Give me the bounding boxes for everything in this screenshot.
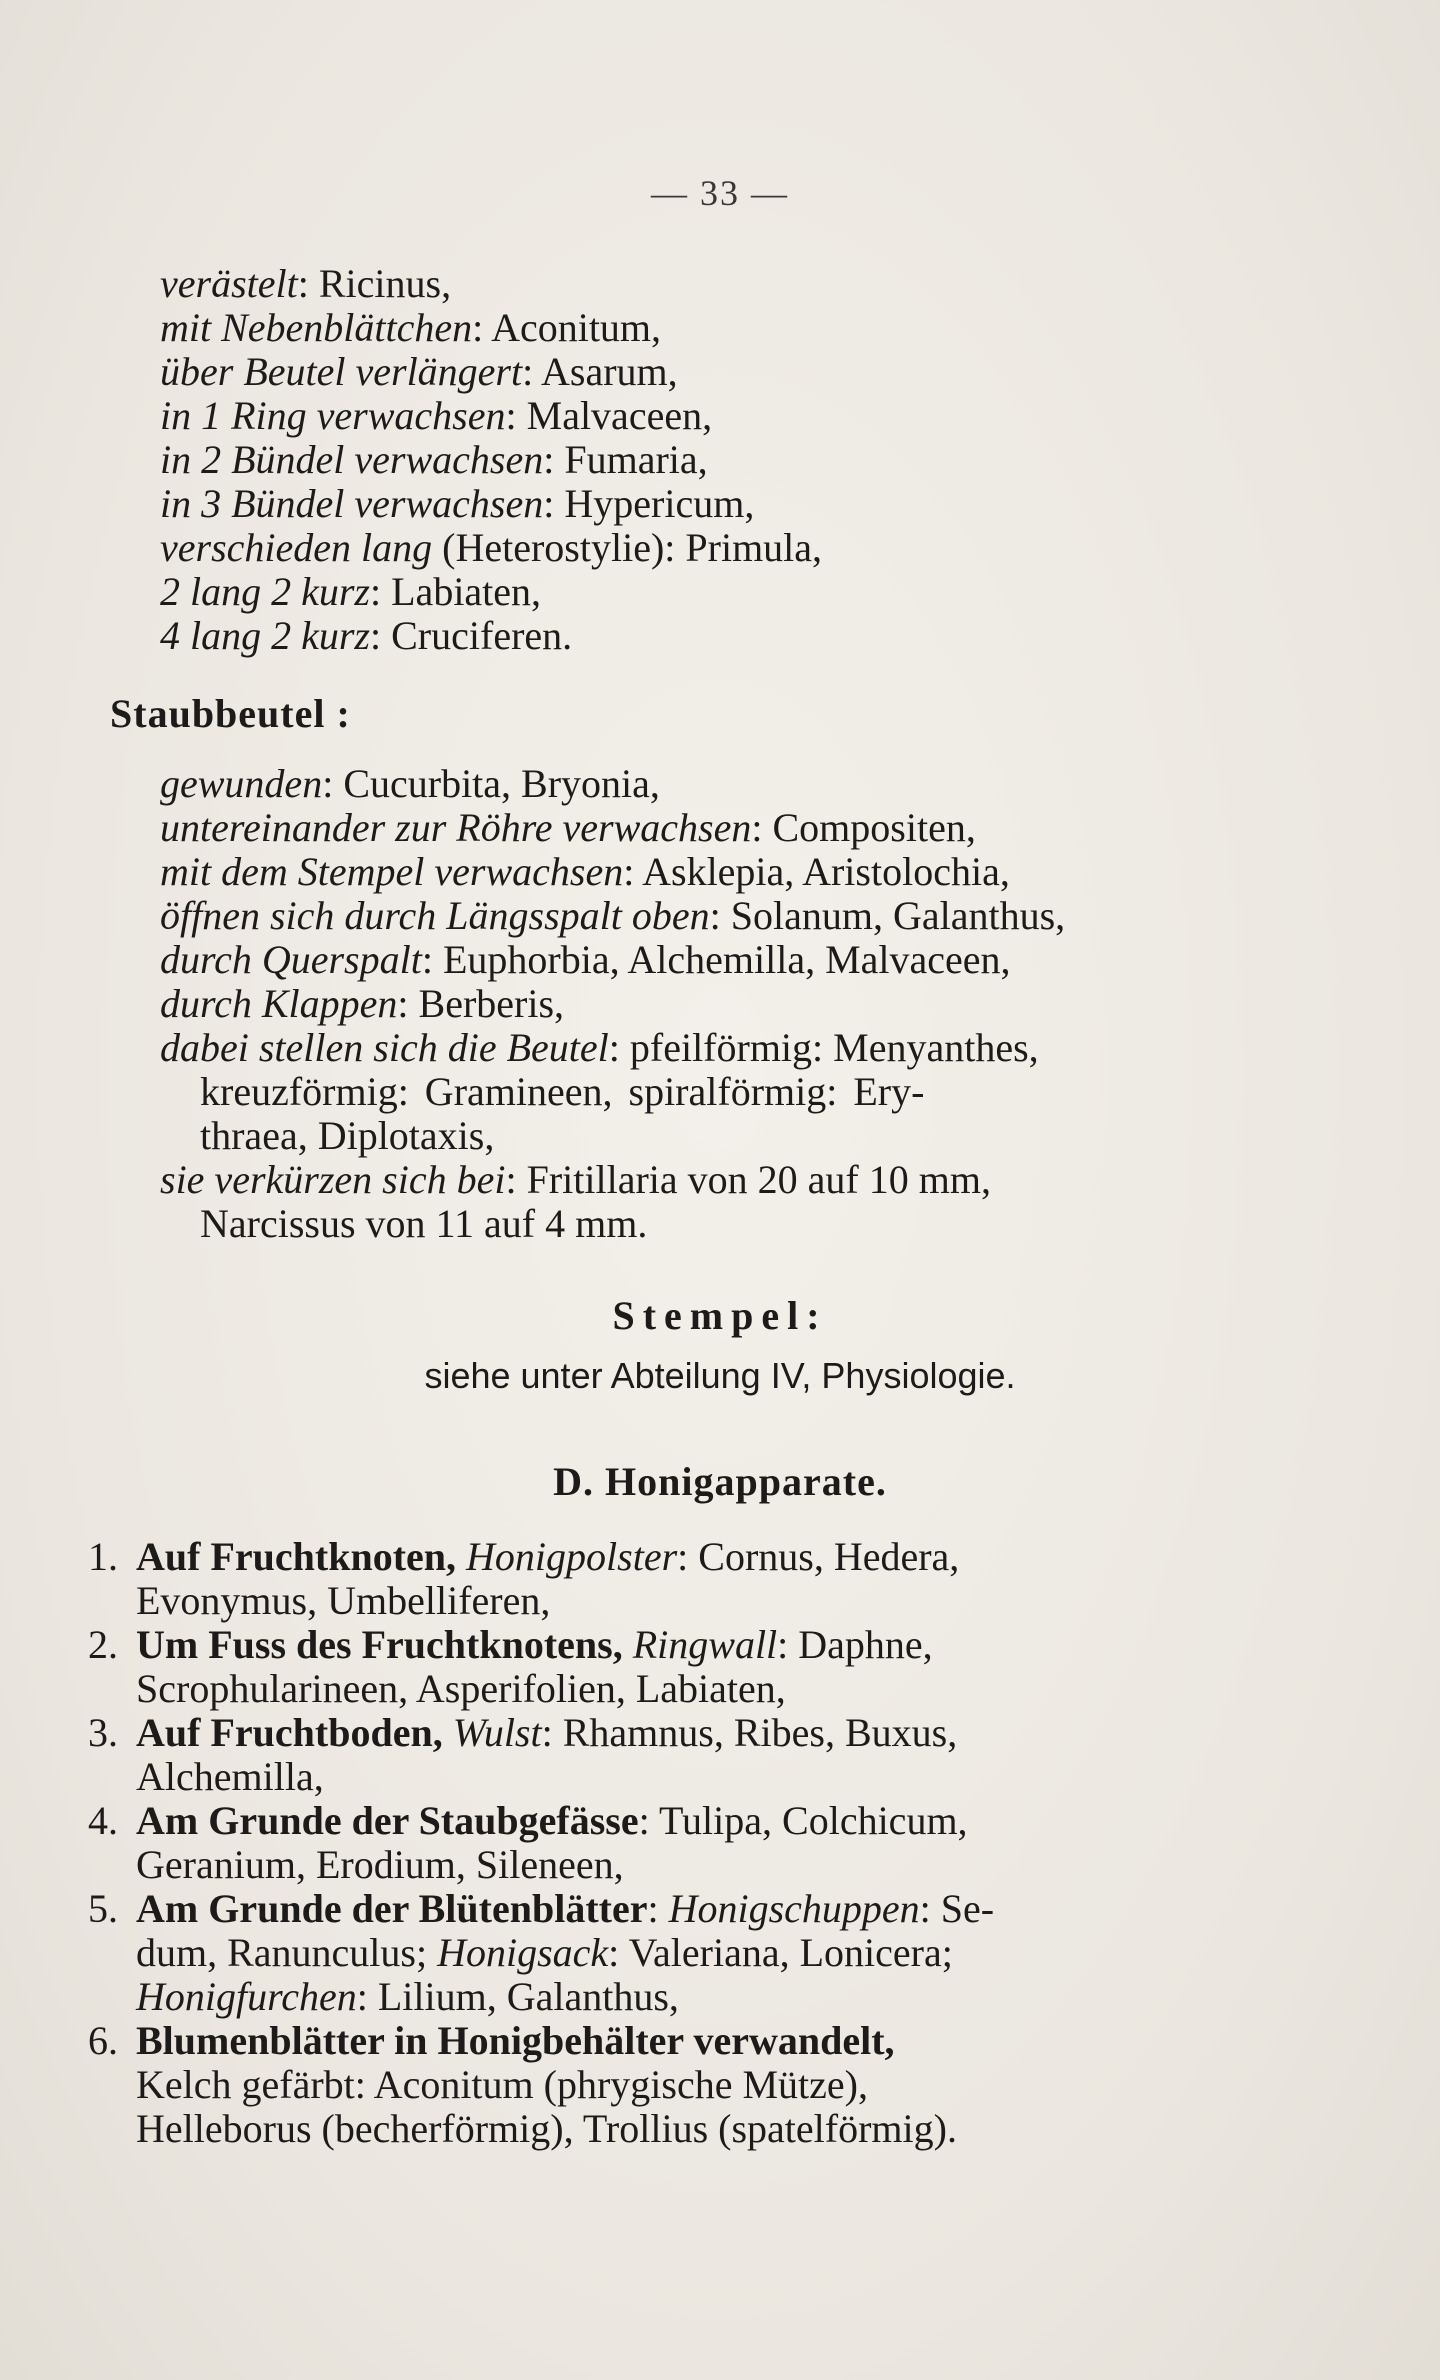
item-line: Kelch gefärbt: Aconitum (phrygische Mütze), [136,2062,868,2107]
numbered-item-5 [88,1887,1178,2019]
filament-list [110,262,1190,658]
list-item-continuation: Narcissus von 11 auf 4 mm. [200,1201,648,1246]
list-item: 2 lang 2 kurz: Labiaten, [160,569,542,614]
staubbeutel-list [110,762,1190,1246]
item-line: Honigfurchen: Lilium, Galanthus, [136,1974,679,2019]
section-heading-staubbeutel: Staubbeutel : [110,691,351,736]
item-line: Um Fuss des Fruchtknotens, Ringwall: Daphne, [136,1622,933,1667]
list-item: öffnen sich durch Längsspalt oben: Solanum, Galanthus, [160,893,1066,938]
numbered-item-6 [88,2019,1178,2151]
item-line: Evonymus, Umbelliferen, [136,1578,551,1623]
item-line: Alchemilla, [136,1754,324,1799]
list-item-continuation: thraea, Diplotaxis, [200,1113,495,1158]
list-item: verschieden lang (Heterostylie): Primula, [160,525,823,570]
item-number: 5. [88,1886,118,1931]
item-number: 2. [88,1622,118,1667]
numbered-item-4 [88,1799,1178,1887]
item-line: Am Grunde der Staubgefässe: Tulipa, Colchicum, [136,1798,968,1843]
item-line: Auf Fruchtknoten, Honigpolster: Cornus, Hedera, [136,1534,960,1579]
list-item: sie verkürzen sich bei: Fritillaria von 20 auf 10 mm, [160,1157,991,1202]
item-number: 3. [88,1710,118,1755]
numbered-item-1 [88,1535,1178,1623]
item-number: 4. [88,1798,118,1843]
stempel-reference: siehe unter Abteilung IV, Physiologie. [424,1355,1016,1396]
list-item: mit Nebenblättchen: Aconitum, [160,305,662,350]
item-line: Helleborus (becherförmig), Trollius (spatelförmig). [136,2106,957,2151]
page-number: — 33 — [651,173,789,213]
list-item: durch Querspalt: Euphorbia, Alchemilla, Malvaceen, [160,937,1011,982]
section-heading-stempel: Stempel: [612,1293,828,1338]
list-item: mit dem Stempel verwachsen: Asklepia, Aristolochia, [160,849,1010,894]
item-number: 6. [88,2018,118,2063]
item-line: dum, Ranunculus; Honigsack: Valeriana, Lonicera; [136,1930,953,1975]
list-item: gewunden: Cucurbita, Bryonia, [160,761,660,806]
item-line: Scrophularineen, Asperifolien, Labiaten, [136,1666,786,1711]
list-item: in 2 Bündel verwachsen: Fumaria, [160,437,708,482]
item-line: Am Grunde der Blütenblätter: Honigschuppen: Se- [136,1886,995,1931]
item-line: Auf Fruchtboden, Wulst: Rhamnus, Ribes, Buxus, [136,1710,958,1755]
list-item: in 3 Bündel verwachsen: Hypericum, [160,481,755,526]
list-item: durch Klappen: Berberis, [160,981,565,1026]
list-item: verästelt: Ricinus, [160,261,452,306]
section-heading-honigapparate: D. Honigapparate. [553,1459,887,1504]
list-item: 4 lang 2 kurz: Cruciferen. [160,613,573,658]
numbered-item-2 [88,1623,1178,1711]
honigapparate-list [88,1535,1178,2151]
list-item: in 1 Ring verwachsen: Malvaceen, [160,393,713,438]
numbered-item-3 [88,1711,1178,1799]
item-number: 1. [88,1534,118,1579]
item-line: Geranium, Erodium, Sileneen, [136,1842,624,1887]
list-item: über Beutel verlängert: Asarum, [160,349,678,394]
list-item: untereinander zur Röhre verwachsen: Compositen, [160,805,976,850]
list-item-continuation: kreuzförmig: Gramineen, spiralförmig: Ery- [200,1069,925,1114]
list-item: dabei stellen sich die Beutel: pfeilförmig: Menyanthes, [160,1025,1039,1070]
item-line: Blumenblätter in Honigbehälter verwandelt, [136,2018,895,2063]
